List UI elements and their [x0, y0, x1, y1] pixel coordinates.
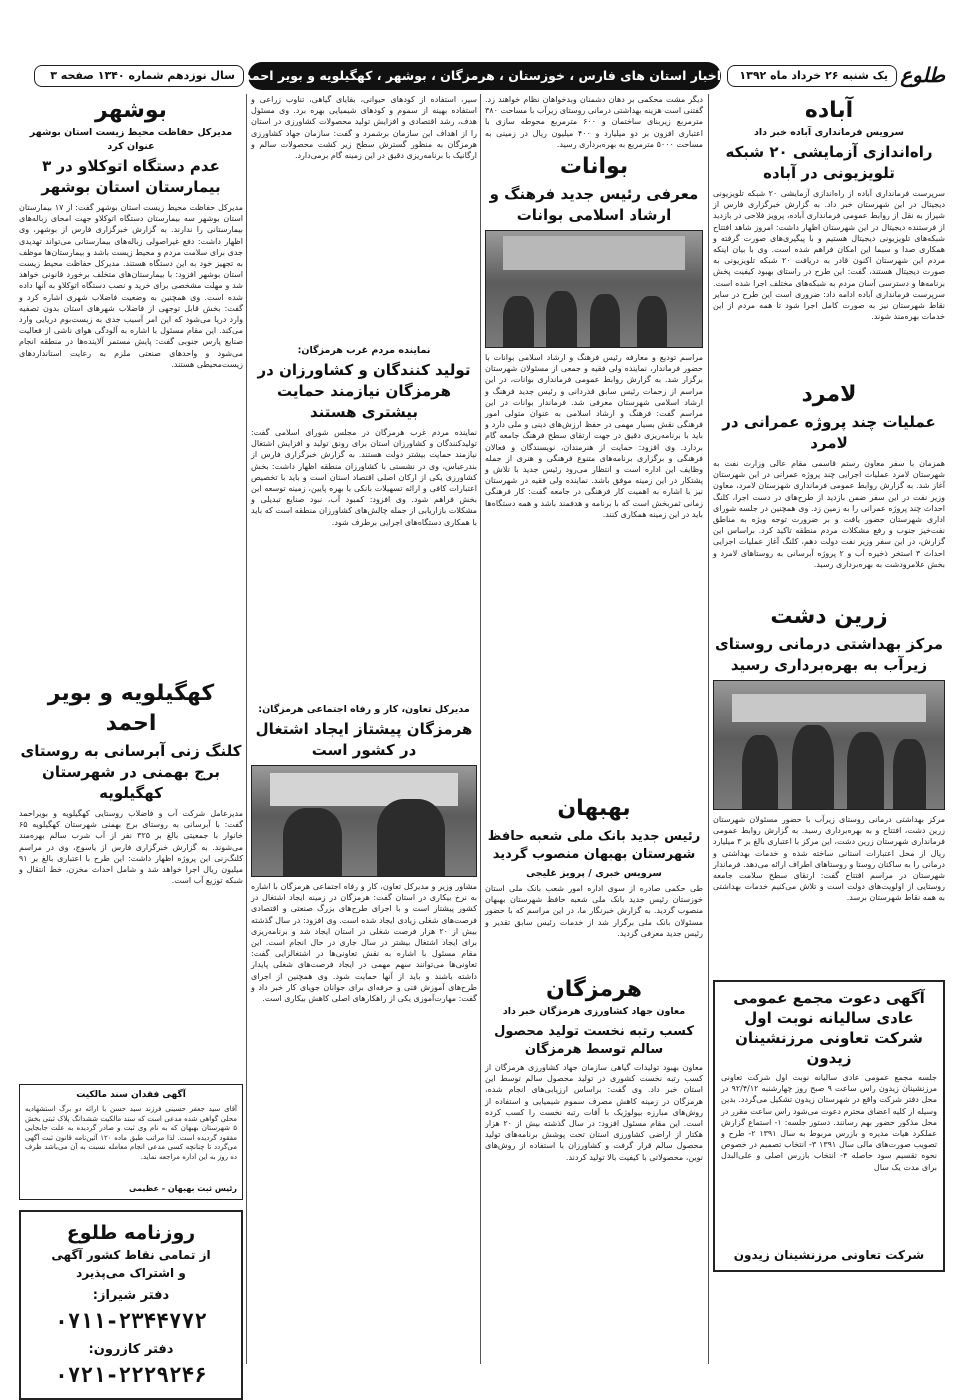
article-body: مرکز بهداشتی درمانی روستای زیرآب با حضور مسئولان شهرستان زرین دشت، افتتاح و به بهره‌برداری رسید. به گزارش روابط عمومی فرمانداری شهرستان زرین دشت، این مرکز با اعتباری بالغ بر ۳ میلیارد ریال از محل اعتبارات استانی ساخته شده و خدمات بهداشتی و درمانی را به ساکنان روستا و روستاهای اطراف ارائه می‌دهد. فرماندار شهرستان در مراسم افتتاح گفت: ارتقای سطح سلامت جامعه روستایی از اولویت‌های دولت است و تلاش می‌کنیم خدمات بهداشتی به همه نقاط شهرستان برسد. [713, 815, 945, 903]
article-headline: عملیات چند پروژه عمرانی در لامرد [722, 413, 936, 452]
city-heading-bavanat: بوانات [559, 154, 629, 179]
meeting-photo [485, 230, 703, 348]
article-body: نماینده مردم غرب هرمزگان در مجلس شورای اسلامی گفت: تولیدکنندگان و کشاورزان استان برای رونق تولید و افزایش اشتغال نیازمند حمایت بیشتر دولت هستند. به گزارش خبرگزاری فارس از بندرعباس، وی در نشستی با کشاورزان منطقه اظهار داشت: بخش کشاورزی یکی از ارکان اصلی اقتصاد استان است و باید با تخصیص اعتبارات کافی و ارائه تسهیلات بانکی با بهره پایین، زمینه توسعه این بخش فراهم شود. وی افزود: کمبود آب، نبود صنایع تبدیلی و مشکلات بازاریابی از جمله چالش‌های کشاورزان منطقه است که باید با همکاری دستگاه‌های اجرایی برطرف شود. [251, 428, 477, 527]
article-body: مدیرعامل شرکت آب و فاضلاب روستایی کهگیلویه و بویراحمد گفت: با آبرسانی به روستای برج بهمنی شهرستان کهگیلویه ۶۵ خانوار با جمعیتی بالغ بر ۳۲۵ نفر از آب شرب سالم بهره‌مند می‌شوند. به گزارش خبرگزاری فارس از یاسوج، وی در مراسم کلنگ‌زنی این پروژه اظهار داشت: این طرح با اعتباری بالغ بر ۹۱ میلیون ریال اجرا خواهد شد و شامل احداث مخزن، خط انتقال و شبکه توزیع آب است. [19, 809, 243, 886]
city-heading-lamerd: لامرد [801, 382, 857, 407]
article-body: طی حکمی صادره از سوی اداره امور شعب بانک ملی استان خوزستان رئیس جدید بانک ملی شعبه حافظ شهرستان بهبهان منصوب گردید. به گزارش خبرنگار ما، در این مراسم که با حضور مسئولان بانک ملی برگزار شد از خدمات رئیس سابق تقدیر و رئیس جدید معرفی گردید. [485, 884, 703, 938]
notice-signature: رئیس ثبت بهبهان - عظیمی [128, 1184, 237, 1193]
city-heading-abadeh: آباده [804, 98, 854, 123]
promo-line: و اشتراک می‌پذیرد [76, 1266, 186, 1280]
column-divider [246, 94, 247, 1364]
promo-phone: ۰۷۲۱-۲۲۲۹۲۴۶ [55, 1363, 207, 1387]
city-heading-kohgiluyeh: کهگیلویه و بویر احمد [47, 681, 215, 736]
article-headline: راه‌اندازی آزمایشی ۲۰ شبکه تلویزیونی در آباده [725, 143, 933, 182]
article-kicker: نماینده مردم غرب هرمزگان: [297, 345, 431, 356]
article-kicker: سرویس فرمانداری آباده خبر داد [754, 127, 904, 138]
city-heading-bushehr: بوشهر [95, 98, 167, 123]
article-headline: معرفی رئیس جدید فرهنگ و ارشاد اسلامی بوانات [489, 185, 699, 224]
promo-office-label: دفتر شیراز: [92, 1288, 170, 1303]
promo-phone: ۰۷۱۱-۲۳۴۴۷۷۲ [55, 1309, 207, 1333]
article-headline: تولید کنندگان و کشاورزان در هرمزگان نیازمند حمایت بیشتری هستند [257, 361, 471, 421]
column-divider [480, 94, 481, 1364]
article-body: مدیرکل حفاظت محیط زیست استان بوشهر گفت: از ۱۷ بیمارستان استان بوشهر سه بیمارستان دستگاه اتوکلاو جهت امحای زباله‌های بیمارستانی را ندارند. به گزارش خبرگزاری فارس از بوشهر، وی اظهار داشت: دفع غیراصولی زباله‌های بیمارستانی می‌تواند تهدیدی جدی برای سلامت مردم و محیط زیست باشد و بیمارستان‌ها موظف به تجهیز خود به این دستگاه هستند. مدیرکل حفاظت محیط زیست استان بوشهر افزود: با بیمارستان‌های متخلف برخورد قانونی خواهد شد و مهلت مشخصی برای خرید و نصب دستگاه اتوکلاو به آنها داده شده است. وی همچنین به وضعیت فاضلاب شهری اشاره کرد و گفت: بخش قابل توجهی از فاضلاب شهرهای استان بدون تصفیه وارد دریا می‌شود که این امر آسیب جدی به زیست‌بوم دریایی وارد می‌کند. این مقام مسئول با اشاره به آلودگی هوای ناشی از فعالیت صنایع پارس جنوبی گفت: پایش مستمر آلاینده‌ها در منطقه انجام می‌شود و واحدهای صنعتی ملزم به رعایت استانداردهای زیست‌محیطی هستند. [19, 203, 243, 369]
page-header [34, 62, 945, 90]
column-abadeh-lamerd-zarrindasht [713, 94, 945, 1364]
article-body: مشاور وزیر و مدیرکل تعاون، کار و رفاه اجتماعی هرمزگان با اشاره به نرخ بیکاری در استان گفت: هرمزگان در زمینه ایجاد اشتغال در کشور پیشتاز است و با اجرای طرح‌های بزرگ صنعتی و اقتصادی فرصت‌های شغلی زیادی ایجاد شده است. وی افزود: در سال گذشته بیش از ۲۰ هزار فرصت شغلی در استان ایجاد شد و برنامه‌ریزی برای ایجاد اشتغال بیشتر در سال جاری در حال انجام است. این مقام مسئول با اشاره به نقش تعاونی‌ها در اشتغالزایی گفت: تعاونی‌ها می‌توانند سهم مهمی در ایجاد فرصت‌های شغلی پایدار داشته باشند و باید از آنها حمایت شود. وی همچنین از اجرای طرح‌های آموزش فنی و حرفه‌ای برای جوانان جویای کار خبر داد و گفت: مهارت‌آموزی یکی از راهکارهای اصلی کاهش بیکاری است. [251, 882, 477, 1004]
article-headline: مرکز بهداشتی درمانی روستای زیرآب به بهره‌برداری رسید [714, 635, 943, 674]
lost-deed-notice [19, 1084, 243, 1200]
ad-body: جلسه مجمع عمومی عادی سالیانه نوبت اول شرکت تعاونی مرزنشینان زیدون راس ساعت ۹ صبح روز چهارشنبه ۹۲/۴/۱۲ در محل دفتر شرکت واقع در شهرستان زیدون تشکیل می‌گردد. بدین وسیله از کلیه اعضای محترم دعوت می‌شود راس ساعت مقرر در محل مذکور حضور بهم رسانند. دستور جلسه: ۱- استماع گزارش عملکرد هیات مدیره و بازرس مربوط به سال ۱۳۹۱ ۲- طرح و تصویب صورت‌های مالی سال ۱۳۹۱ ۳- انتخاب تصمیم در خصوص نحوه تقسیم سود حاصله ۴- انتخاب بازرس اصلی و علی‌البدل برای مدت یک سال [721, 1073, 938, 1172]
article-body: مراسم تودیع و معارفه رئیس فرهنگ و ارشاد اسلامی بوانات با حضور فرماندار، نماینده ولی فقیه و جمعی از مسئولان شهرستان برگزار شد. به گزارش روابط عمومی فرمانداری بوانات، در این مراسم از زحمات رئیس سابق قدردانی و رئیس جدید فرهنگ و ارشاد اسلامی شهرستان معرفی شد. فرماندار بوانات در این مراسم گفت: فرهنگ و ارشاد اسلامی به عنوان متولی امور فرهنگی نقش بسیار مهمی در حفظ ارزش‌های دینی و ملی دارد و باید با برنامه‌ریزی دقیق در جهت ارتقای سطح فرهنگ جامعه گام بردارد. وی افزود: حمایت از هنرمندان، نویسندگان و فعالان فرهنگی و برگزاری برنامه‌های متنوع فرهنگی و هنری از جمله وظایف این اداره است و انتظار می‌رود رئیس جدید با تلاش و پشتکار در این زمینه موفق باشد. نماینده ولی فقیه در شهرستان نیز با اشاره به اهمیت کار فرهنگی در جامعه گفت: کار فرهنگی زمانی ثمربخش است که با برنامه و هدفمند باشد و همه دستگاه‌ها باید در این زمینه همکاری کنند. [485, 353, 703, 519]
column-divider [708, 94, 709, 1364]
promo-office-label: دفتر کازرون: [88, 1342, 174, 1357]
article-headline: کسب رتبه نخست تولید محصول سالم توسط هرمزگان [494, 1024, 694, 1057]
notice-title: آگهی فقدان سند مالکیت [76, 1090, 186, 1100]
article-body: دیگر مشت محکمی بر دهان دشمنان وبدخواهان نظام خواهند زد. گفتنی است هزینه بهداشتی درمانی روستای زیرآب با مساحت ۳۸۰ مترمربع زیربنای ساختمان و ۶۰۰ مترمربع محوطه سازی با اعتباری افزون بر دو میلیارد و ۴۰۰ میلیون ریال در زمینی به مساحت ۵۰۰۰ مترمربع به بهره‌برداری رسید. [485, 95, 703, 149]
column-hormozgan-news [251, 94, 477, 1364]
article-headline: هرمزگان پیشتاز ایجاد اشتغال در کشور است [255, 720, 473, 759]
article-kicker: مدیرکل حفاظت محیط زیست استان بوشهر عنوان کرد [29, 127, 233, 152]
official-portrait-photo [251, 765, 477, 877]
newspaper-logo: طلوع [900, 63, 945, 87]
article-body: معاون بهبود تولیدات گیاهی سازمان جهاد کشاورزی هرمزگان از کسب رتبه نخست کشوری در تولید محصول سالم توسط این استان خبر داد. وی گفت: براساس ارزیابی‌های انجام شده، هرمزگان در زمینه کاهش مصرف سموم شیمیایی و استفاده از روش‌های مبارزه بیولوژیک با آفات رتبه نخست را کسب کرده است. این مقام مسئول افزود: در سال گذشته بیش از ۲۰ هزار هکتار از اراضی کشاورزی استان تحت پوشش برنامه‌های تولید محصول سالم قرار گرفت و کشاورزان با استفاده از روش‌های نوین، محصولاتی با کیفیت بالا تولید کردند. [485, 1063, 703, 1162]
article-kicker: معاون جهاد کشاورزی هرمزگان خبر داد [502, 1006, 686, 1017]
promo-line: از تمامی نقاط کشور آگهی [51, 1248, 211, 1262]
issue-info: سال نوزدهم شماره ۱۳۴۰ صفحه ۳ [34, 65, 244, 87]
article-byline: سرویس خبری / پرویز غلیجی [526, 868, 662, 879]
article-body: همزمان با سفر معاون رستم قاسمی مقام عالی وزارت نفت به شهرستان لامرد عملیات اجرایی چند پروژه عمرانی در این شهرستان آغاز شد. به گزارش روابط عمومی فرمانداری شهرستان لامرد، معاون وزیر نفت در این سفر ضمن بازدید از طرح‌های در دست اجرا، کلنگ احداث چند پروژه عمرانی را به زمین زد. وی همچنین در جلسه شورای اداری شهرستان حضور یافت و بر ضرورت توجه ویژه به مناطق نفت‌خیز جنوب و رفع مشکلات مردم منطقه تاکید کرد. براساس این گزارش، در این سفر وزیر نفت دولت دهم، کلنگ آغاز عملیات اجرایی احداث ۳ استخر ذخیره آب و ۲ پروژه آبرسانی به روستاهای لامرد و بخش علامرودشت به بهره‌برداری رسید. [713, 459, 945, 569]
ad-signature: شرکت تعاونی مرزنشینان زیدون [733, 1248, 925, 1262]
promo-newspaper-name: روزنامه طلوع [66, 1222, 196, 1244]
cooperative-meeting-ad [713, 980, 945, 1272]
issue-date: یک شنبه ۲۶ خرداد ماه ۱۳۹۲ [727, 65, 897, 87]
city-heading-hormozgan: هرمزگان [545, 977, 643, 1002]
column-bushehr-kohgiluyeh [19, 94, 243, 1387]
ribbon-cutting-photo [713, 680, 945, 810]
article-headline: رئیس جدید بانک ملی شعبه حافظ شهرستان بهبهان منصوب گردید [487, 829, 701, 862]
article-body: سیر، استفاده از کودهای حیوانی، بقایای گیاهی، تناوب زراعی و استفاده بهینه از سموم و کودهای شیمیایی بهره برد. وی مسئول هدف، رشد اقتصادی و افزایش تولید محصولات کشاورزی در استان را از اهداف این سازمان برشمرد و گفت: سازمان جهاد کشاورزی هرمزگان به منظور گسترش سطح زیر کشت محصولات سالم و ارگانیک با برنامه‌ریزی دقیق در این زمینه گام برمی‌دارد. [251, 95, 477, 161]
article-body: سرپرست فرمانداری آباده از راه‌اندازی آزمایشی ۲۰ شبکه تلویزیونی دیجیتال در این شهرستان خبر داد. به گزارش خبرگزاری فارس از شیراز به نقل از روابط عمومی فرمانداری آباده، پرویز فلاحی در بازدید از فرستنده دیجیتال در این شهرستان اظهار داشت: امروز شاهد افتتاح شبکه‌های تلویزیونی دیجیتال هستیم و با پیگیری‌های صورت گرفته و همکاری صدا و سیما این امکان فراهم شده است. وی با بیان اینکه مردم این شهرستان اکنون قادر به دریافت ۲۰ شبکه تلویزیونی به صورت دیجیتال هستند، گفت: این طرح در راستای بهبود کیفیت پخش برنامه‌ها و دسترسی آسان مردم به شبکه‌های مختلف اجرا شده است. سرپرست فرمانداری آباده ادامه داد: ضروری است این طرح در سایر نقاط شهرستان نیز به صورت کامل اجرا شود تا همه مردم از این خدمات بهره‌مند شوند. [713, 189, 945, 322]
article-headline: کلنگ زنی آبرسانی به روستای برج بهمنی در شهرستان کهگیلویه [20, 742, 242, 802]
article-kicker: مدیرکل تعاون، کار و رفاه اجتماعی هرمزگان: [258, 704, 470, 715]
ad-title: آگهی دعوت مجمع عمومی عادی سالیانه نوبت اول شرکت تعاونی مرزنشینان زیدون [733, 989, 925, 1067]
notice-body: آقای سید جعفر حسینی فرزند سید حسن با ارائه دو برگ استشهادیه محلی گواهی شده مدعی است که سند مالکیت ششدانگ پلاک ثبتی بخش ۵ شهرستان بهبهان که به نام وی ثبت و صادر گردیده به علت جابجایی مفقود گردیده است. لذا مراتب طبق ماده ۱۲۰ آئین‌نامه قانون ثبت آگهی می‌گردد تا چنانچه کسی مدعی انجام معامله نسبت به آن می‌باشد ظرف ده روز به این اداره مراجعه نماید. [25, 1105, 237, 1161]
newspaper-promo-box [19, 1210, 243, 1400]
city-heading-behbahan: بهبهان [557, 796, 631, 821]
section-banner: اخبار استان های فارس ، خوزستان ، هرمزگان ، بوشهر ، کهگیلویه و بویر احمد [248, 62, 721, 90]
article-headline: عدم دستگاه اتوکلاو در ۳ بیمارستان استان بوشهر [41, 157, 221, 196]
column-bavanat-behbahan-hormozgan [485, 94, 703, 1364]
city-heading-zarrindasht: زرین دشت [770, 604, 888, 629]
